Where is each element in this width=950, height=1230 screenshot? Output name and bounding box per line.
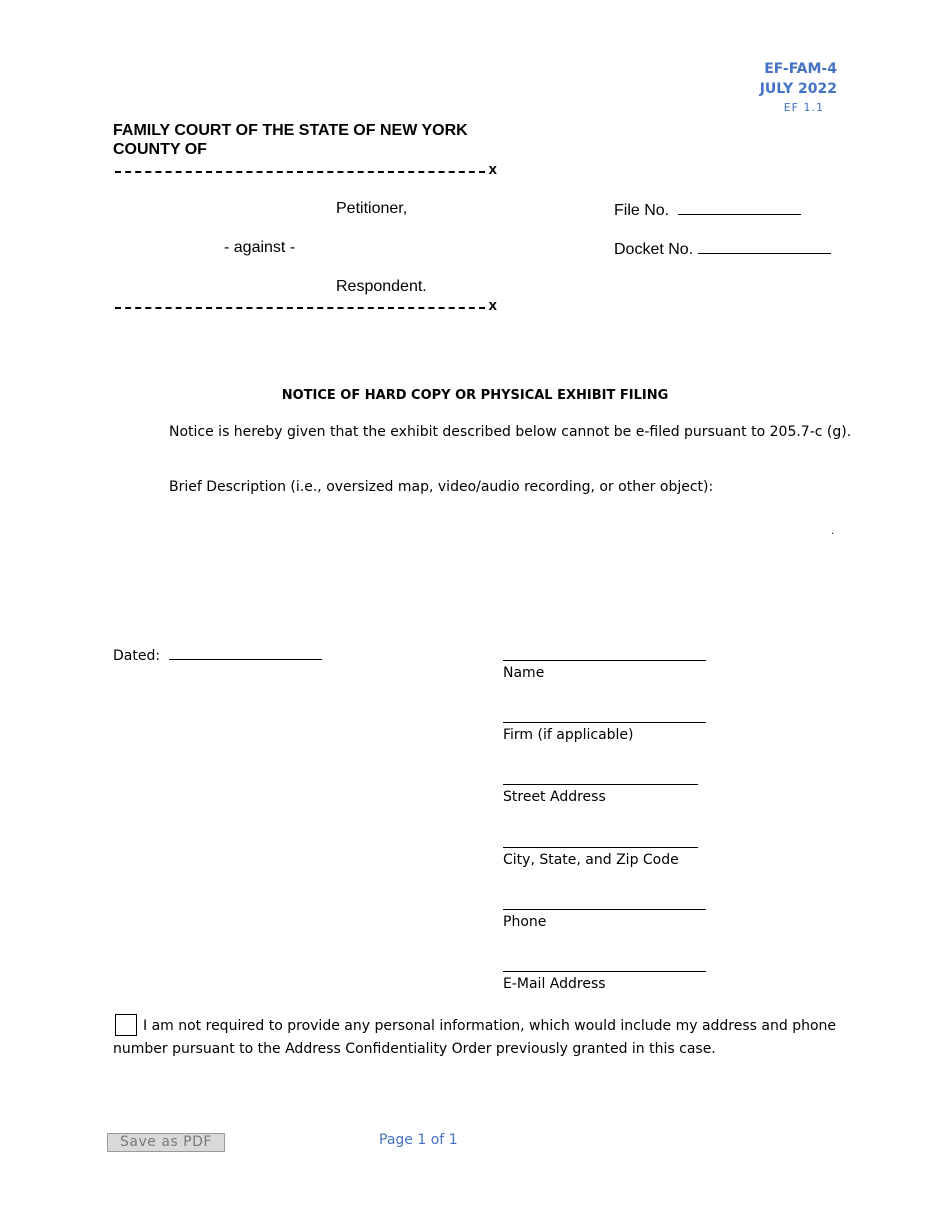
divider-x-mark: x xyxy=(488,297,497,314)
docket-number-field[interactable] xyxy=(614,239,831,259)
notice-title: NOTICE OF HARD COPY OR PHYSICAL EXHIBIT FILING xyxy=(281,388,669,403)
page-indicator xyxy=(379,1132,458,1148)
county-label: COUNTY OF xyxy=(113,141,207,158)
street-address-label: Street Address xyxy=(503,789,606,805)
docket-number-label: Docket No. xyxy=(614,241,694,258)
city-state-zip-label: City, State, and Zip Code xyxy=(503,852,679,868)
page-current: 1 xyxy=(417,1132,427,1148)
form-version: EF 1.1 xyxy=(783,101,824,114)
street-address-line[interactable] xyxy=(503,784,698,785)
caption-divider-top xyxy=(113,161,497,178)
brief-description-input[interactable] xyxy=(169,503,834,603)
dated-field[interactable] xyxy=(113,645,322,664)
stray-mark: . xyxy=(831,526,835,537)
form-date: JULY 2022 xyxy=(759,81,837,97)
caption-divider-bottom xyxy=(113,297,497,314)
confidentiality-text-line1: I am not required to provide any personal information, which would include my address and phone xyxy=(143,1018,837,1034)
notice-statement: Notice is hereby given that the exhibit described below cannot be e-filed pursuant to 205.7-c (g). xyxy=(169,424,852,440)
petitioner-label: Petitioner, xyxy=(336,200,408,217)
phone-label: Phone xyxy=(503,914,547,930)
confidentiality-checkbox[interactable] xyxy=(115,1014,137,1036)
email-line[interactable] xyxy=(503,971,706,972)
name-label: Name xyxy=(503,665,545,681)
file-number-field[interactable] xyxy=(614,200,801,220)
respondent-label: Respondent. xyxy=(336,278,427,295)
dated-blank[interactable] xyxy=(169,645,322,660)
file-number-blank[interactable] xyxy=(678,200,801,215)
page-label: Page xyxy=(379,1132,413,1148)
page-total: 1 xyxy=(448,1132,458,1148)
email-label: E-Mail Address xyxy=(503,976,606,992)
against-label: - against - xyxy=(224,239,296,256)
dated-label: Dated: xyxy=(113,648,161,664)
form-number: EF-FAM-4 xyxy=(764,61,837,77)
brief-description-label: Brief Description (i.e., oversized map, video/audio recording, or other object): xyxy=(169,479,714,495)
confidentiality-text-line2: number pursuant to the Address Confidentiality Order previously granted in this case. xyxy=(113,1041,716,1057)
save-as-pdf-button[interactable]: Save as PDF xyxy=(107,1133,225,1152)
divider-x-mark: x xyxy=(488,161,497,178)
page-of: of xyxy=(430,1132,445,1148)
name-line[interactable] xyxy=(503,660,706,661)
phone-line[interactable] xyxy=(503,909,706,910)
firm-line[interactable] xyxy=(503,722,706,723)
file-number-label: File No. xyxy=(614,202,670,219)
court-name: FAMILY COURT OF THE STATE OF NEW YORK xyxy=(113,122,468,139)
docket-number-blank[interactable] xyxy=(698,239,831,254)
firm-label: Firm (if applicable) xyxy=(503,727,634,743)
city-state-zip-line[interactable] xyxy=(503,847,698,848)
